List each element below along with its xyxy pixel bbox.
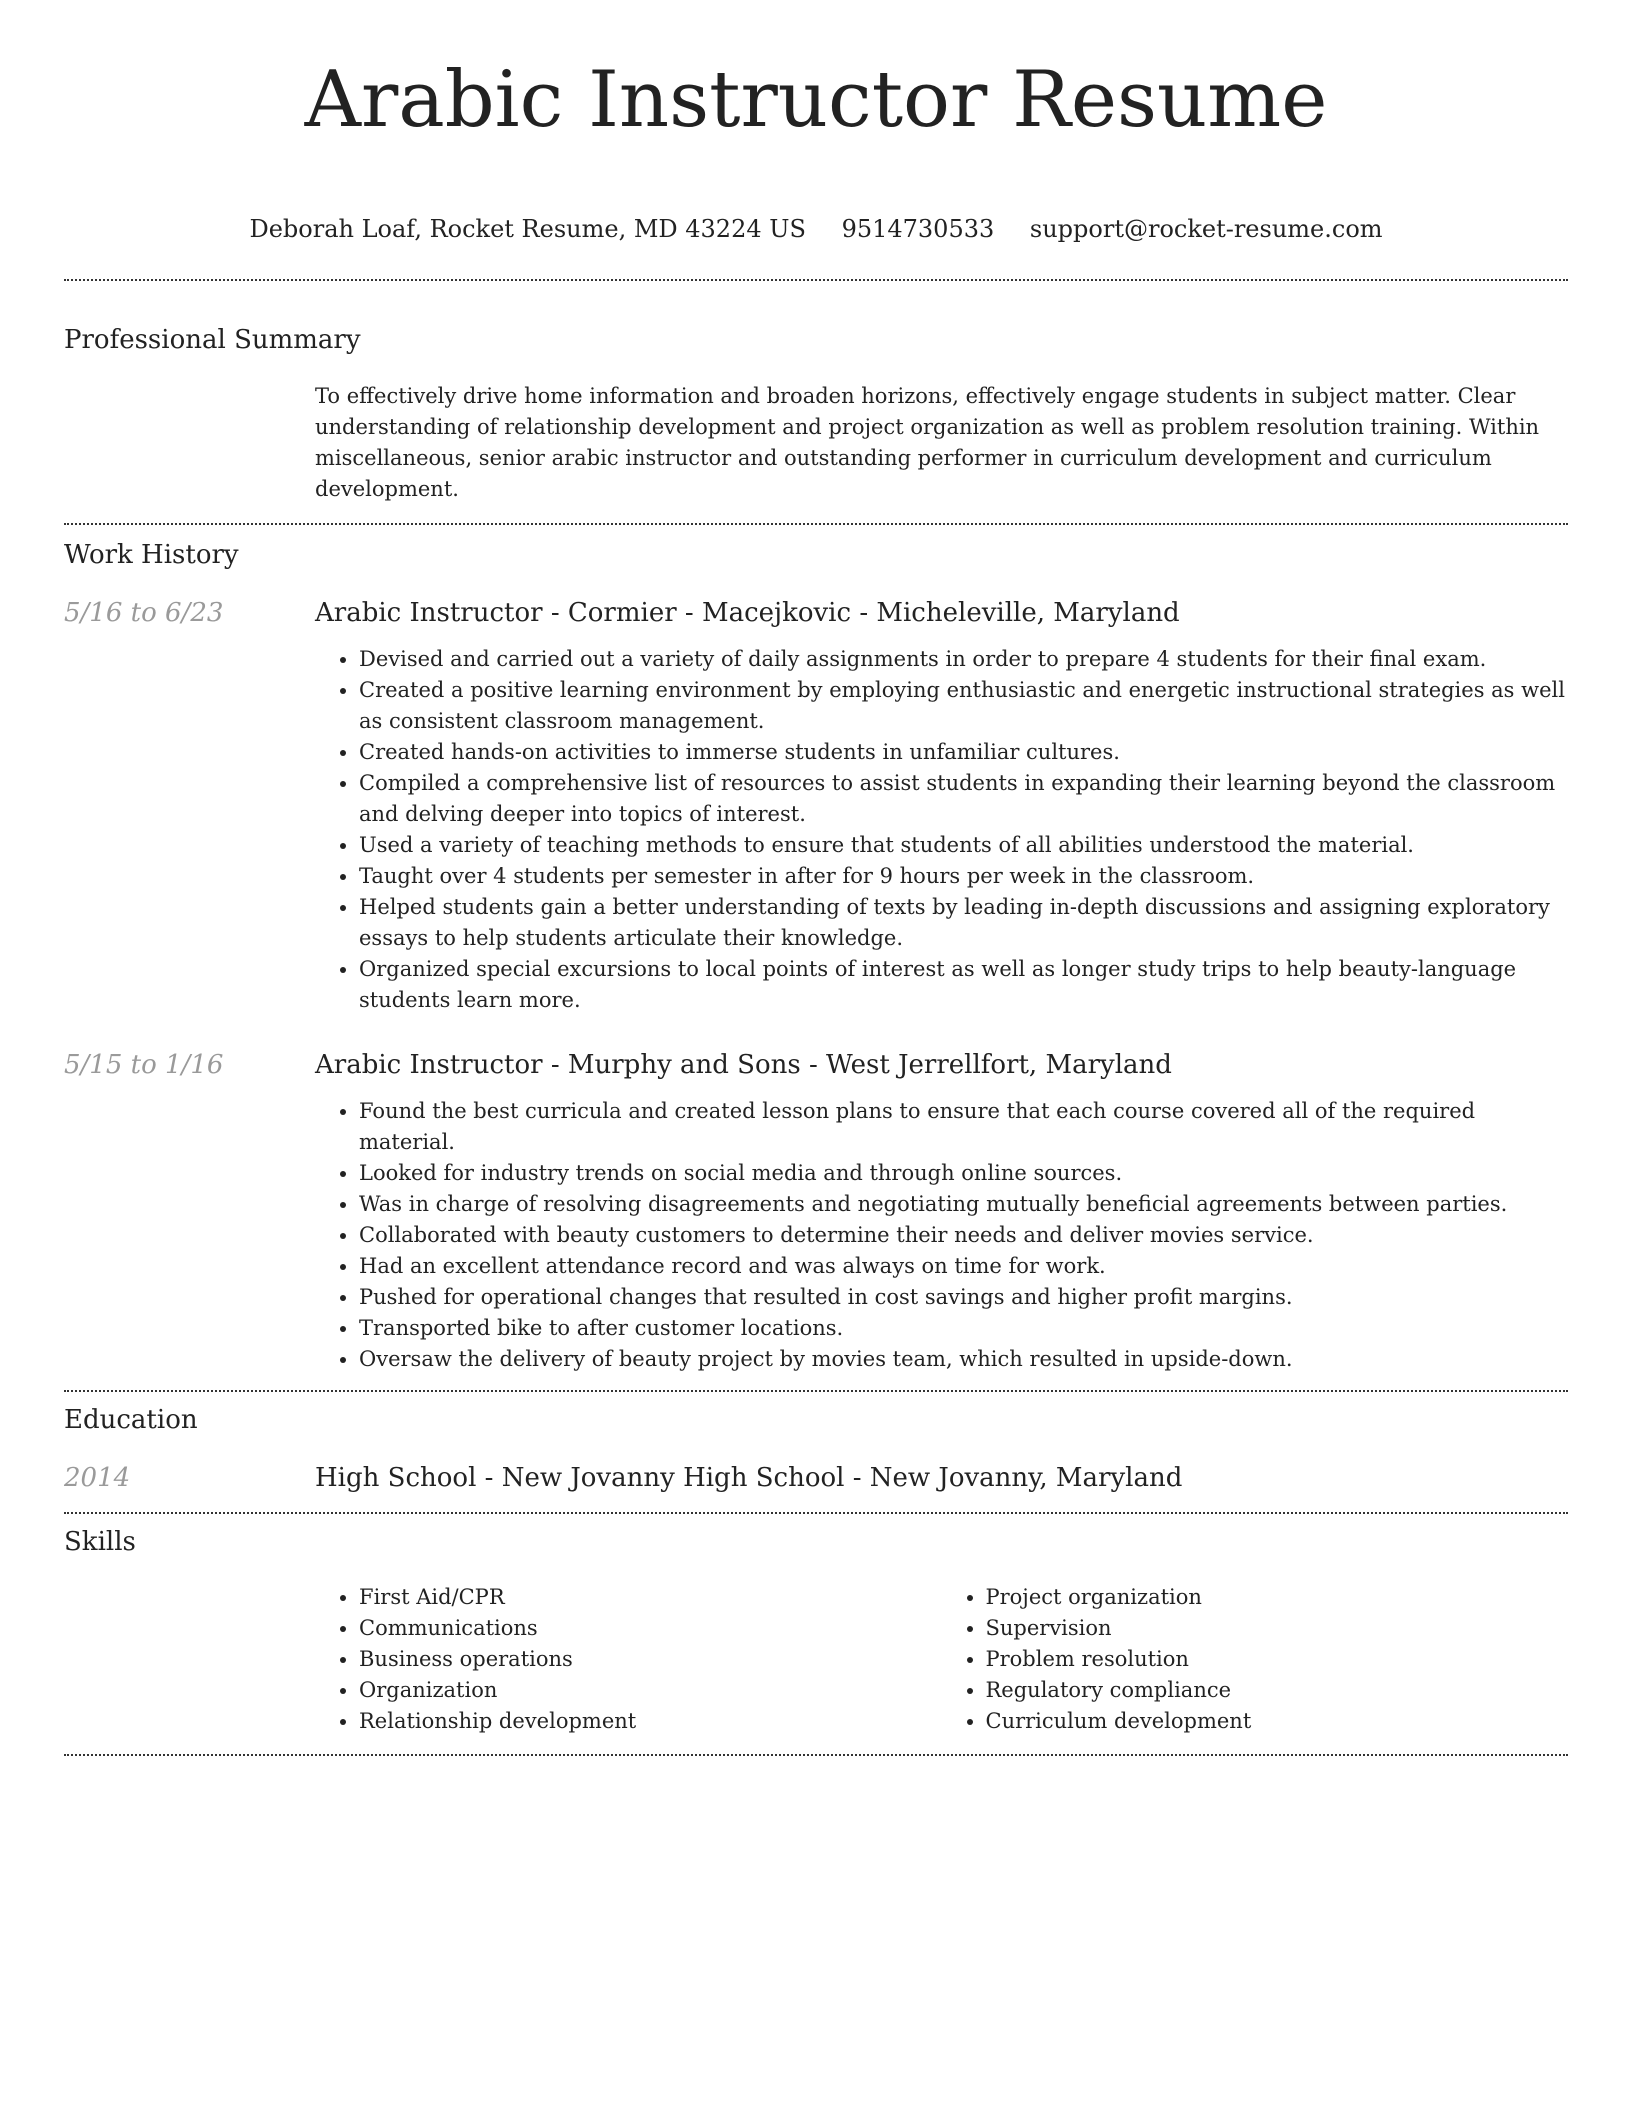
skills-heading: Skills (64, 1527, 136, 1557)
contact-email: support@rocket-resume.com (1029, 215, 1383, 243)
list-item: • Pushed for operational changes that resulted in cost savings and higher profit margins. (359, 1282, 1568, 1313)
resume-title: Arabic Instructor Resume (304, 55, 1328, 145)
list-item: • Organized special excursions to local points of interest as well as longer study trips to help beauty-language students learn more. (359, 954, 1568, 1016)
list-item: • Taught over 4 students per semester in after for 9 hours per week in the classroom. (359, 861, 1568, 892)
skill-item: • Supervision (986, 1613, 1569, 1644)
skill-item: • Problem resolution (986, 1644, 1569, 1675)
job-entry (64, 597, 1568, 1016)
education-heading: Education (64, 1405, 198, 1435)
skill-item: • Relationship development (359, 1706, 942, 1737)
skill-item: • Project organization (986, 1582, 1569, 1613)
skills-list (315, 1582, 1568, 1737)
divider (64, 1390, 1568, 1392)
education-content (315, 1462, 1568, 1494)
education-entry (64, 1462, 1568, 1494)
skill-item: • Business operations (359, 1644, 942, 1675)
list-item: • Used a variety of teaching methods to ensure that students of all abilities understood the material. (359, 830, 1568, 861)
contact-line (64, 214, 1568, 244)
divider (64, 1512, 1568, 1514)
summary-text: To effectively drive home information and broaden horizons, effectively engage students in subject matter. Clear understanding of relationship development and project organization as well as problem resolution training. Within miscellaneous, senior arabic instructor and outstanding performer in curriculum development and curriculum development. (315, 384, 1540, 501)
summary-heading: Professional Summary (64, 325, 361, 355)
list-item: • Transported bike to after customer locations. (359, 1313, 1568, 1344)
job-content (315, 1049, 1568, 1375)
skills-column-right (942, 1582, 1569, 1737)
list-item: • Found the best curricula and created lesson plans to ensure that each course covered all of the required material. (359, 1096, 1568, 1158)
skills-column-left (315, 1582, 942, 1737)
skill-item: • First Aid/CPR (359, 1582, 942, 1613)
job-content (315, 597, 1568, 1016)
job-entry (64, 1049, 1568, 1375)
list-item: • Looked for industry trends on social media and through online sources. (359, 1158, 1568, 1189)
skill-item: • Organization (359, 1675, 942, 1706)
list-item: • Created hands-on activities to immerse students in unfamiliar cultures. (359, 737, 1568, 768)
list-item: • Compiled a comprehensive list of resources to assist students in expanding their learning beyond the classroom and delving deeper into topics of interest. (359, 768, 1568, 830)
list-item: • Oversaw the delivery of beauty project by movies team, which resulted in upside-down. (359, 1344, 1568, 1375)
divider (64, 523, 1568, 525)
job-title: Arabic Instructor - Cormier - Macejkovic - Micheleville, Maryland (315, 598, 1180, 628)
list-item: • Had an excellent attendance record and was always on time for work. (359, 1251, 1568, 1282)
divider (64, 279, 1568, 281)
skill-item: • Regulatory compliance (986, 1675, 1569, 1706)
work-history-heading: Work History (64, 540, 239, 570)
list-item: • Devised and carried out a variety of daily assignments in order to prepare 4 students for their final exam. (359, 644, 1568, 675)
job-dates: 5/15 to 1/16 (64, 1050, 224, 1080)
skill-item: • Curriculum development (986, 1706, 1569, 1737)
education-text: High School - New Jovanny High School - New Jovanny, Maryland (315, 1463, 1183, 1493)
list-item: • Collaborated with beauty customers to determine their needs and deliver movies service. (359, 1220, 1568, 1251)
job-dates: 5/16 to 6/23 (64, 598, 224, 628)
education-year: 2014 (64, 1463, 131, 1493)
skill-item: • Communications (359, 1613, 942, 1644)
divider (64, 1754, 1568, 1756)
job-bullets (315, 1096, 1568, 1375)
summary-block (315, 381, 1568, 505)
list-item: • Created a positive learning environment by employing enthusiastic and energetic instructional strategies as well as consistent classroom management. (359, 675, 1568, 737)
job-bullets (315, 644, 1568, 1016)
list-item: • Was in charge of resolving disagreements and negotiating mutually beneficial agreements between parties. (359, 1189, 1568, 1220)
list-item: • Helped students gain a better understanding of texts by leading in-depth discussions and assigning exploratory essays to help students articulate their knowledge. (359, 892, 1568, 954)
job-title: Arabic Instructor - Murphy and Sons - West Jerrellfort, Maryland (315, 1050, 1172, 1080)
contact-phone: 9514730533 (841, 215, 995, 243)
contact-address: Deborah Loaf, Rocket Resume, MD 43224 US (249, 215, 806, 243)
resume-page (64, 0, 1568, 1756)
